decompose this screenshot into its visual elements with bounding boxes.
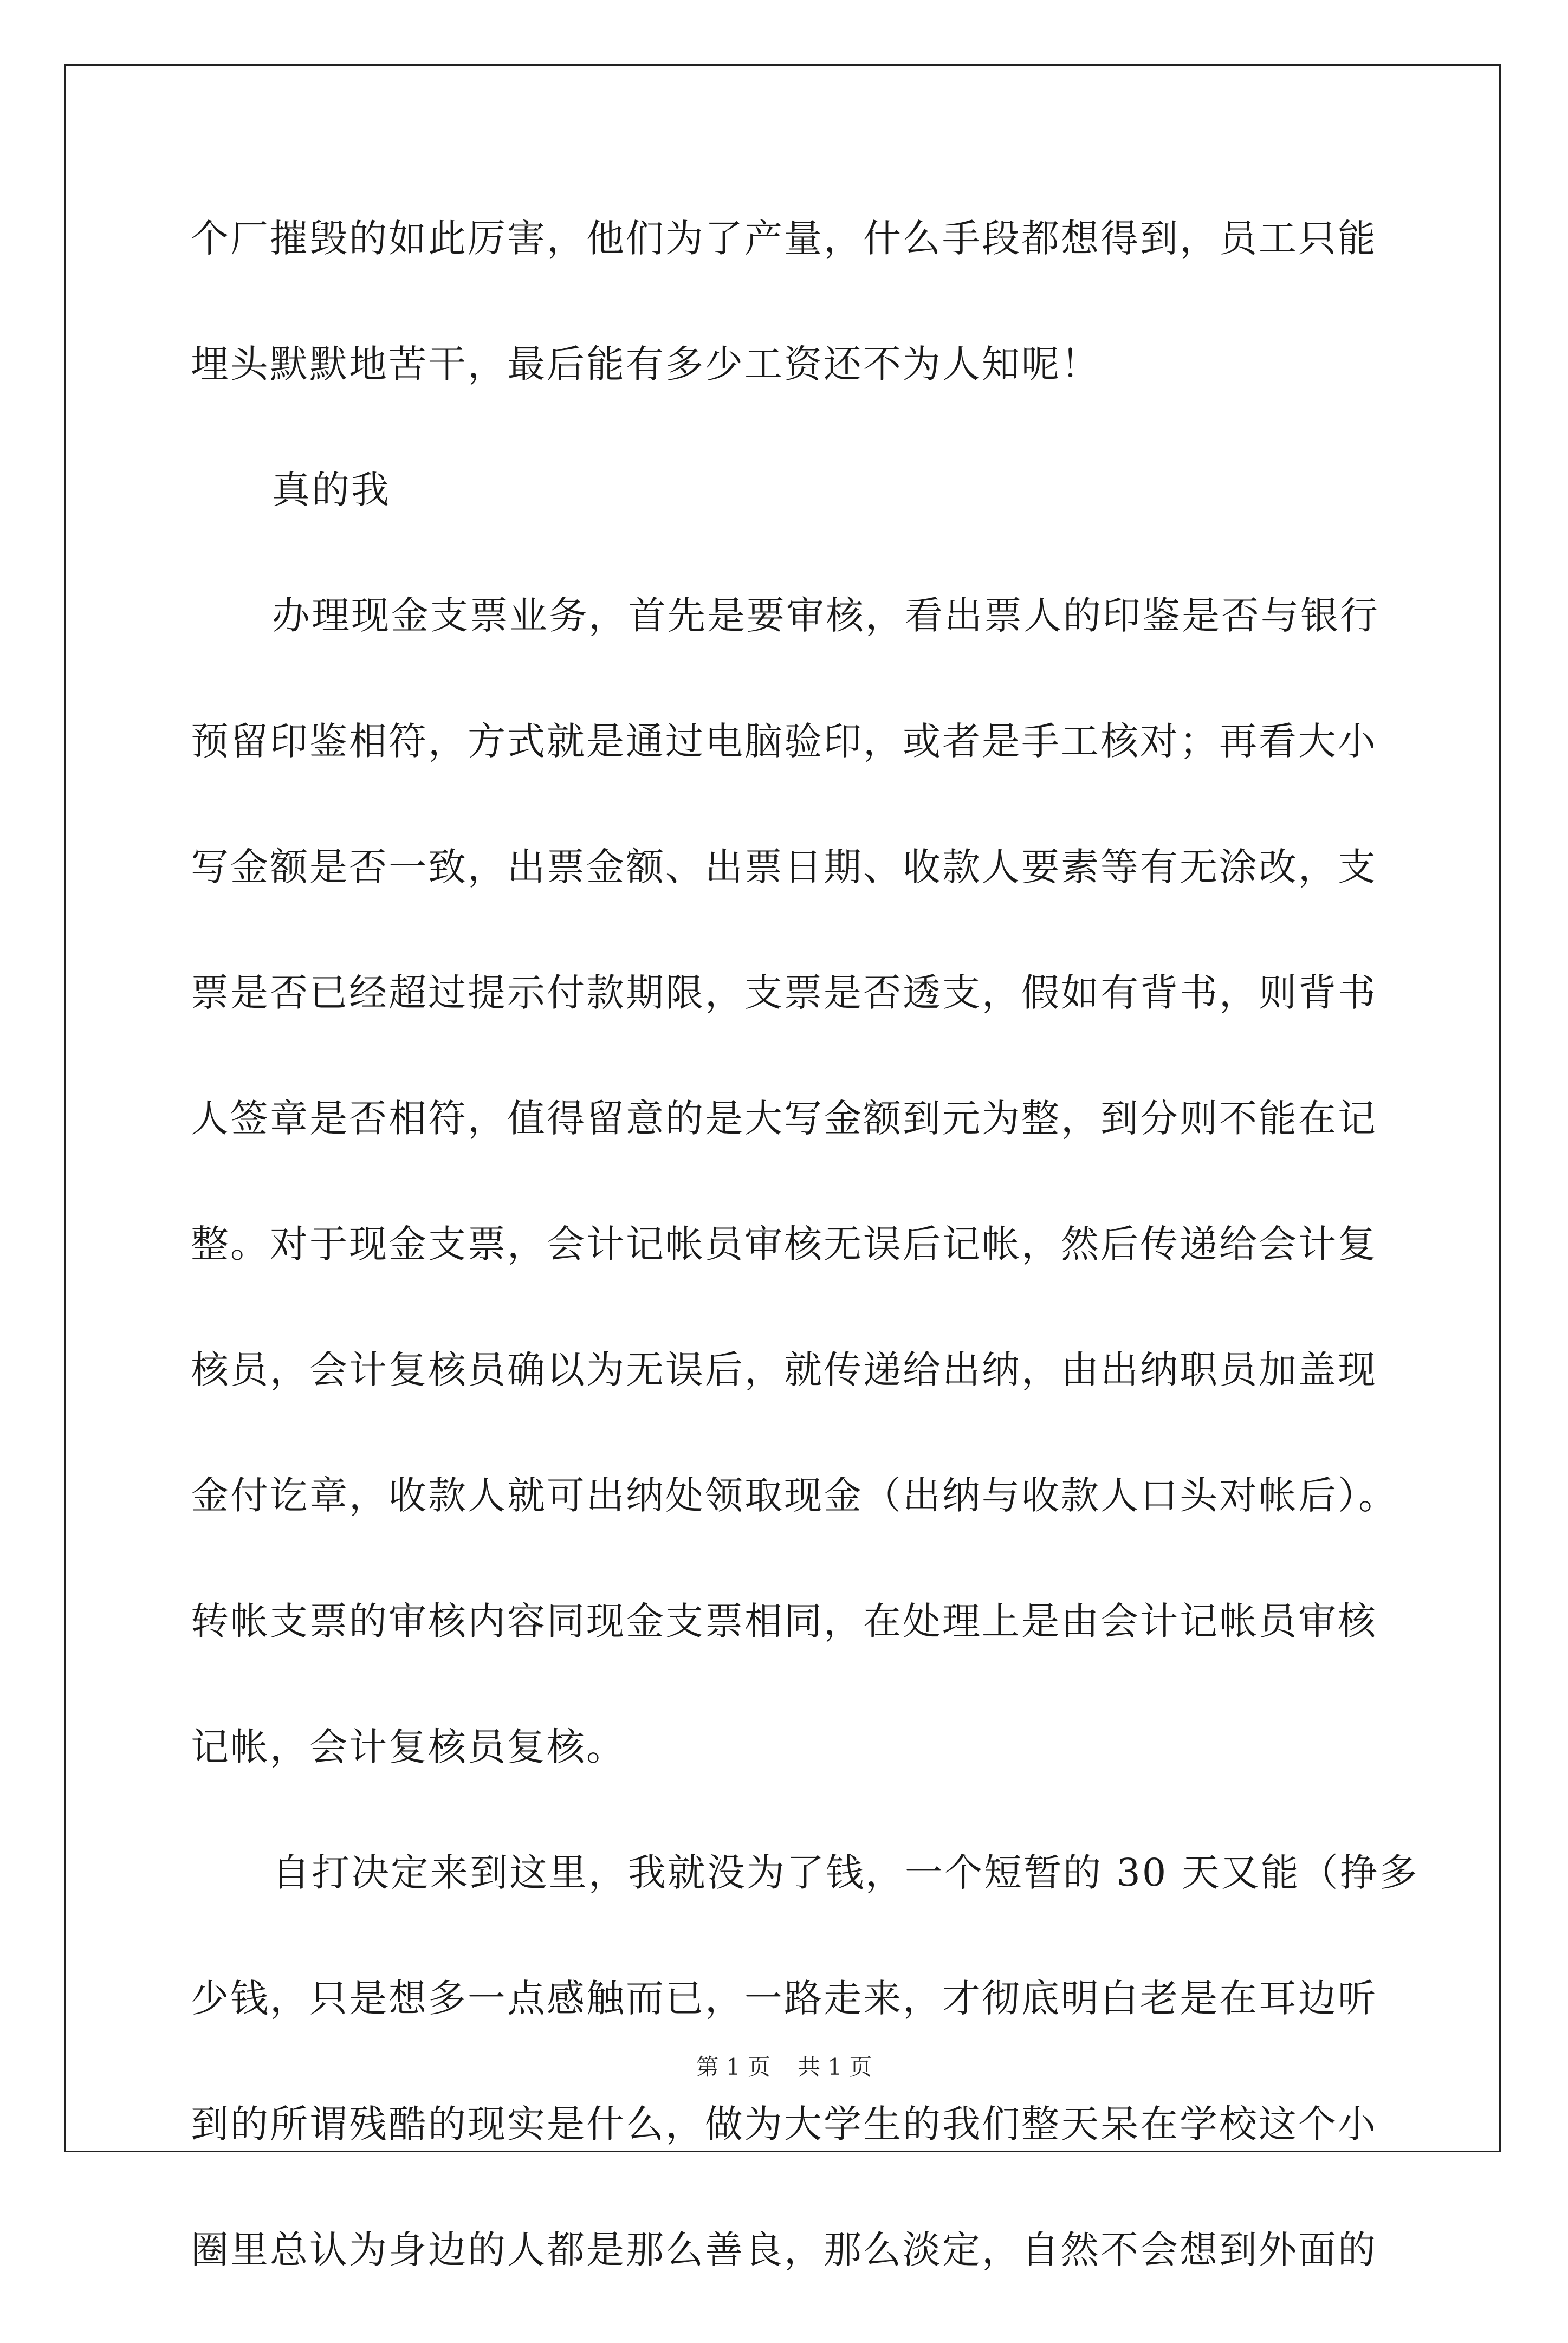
body-line-10: 核员，会计复核员确以为无误后，就传递给出纳，由出纳职员加盖现 [191, 1348, 1377, 1392]
body-line-17: 圈里总认为身边的人都是那么善良，那么淡定，自然不会想到外面的 [191, 2228, 1377, 2272]
body-line-15: 少钱，只是想多一点感触而已，一路走来，才彻底明白老是在耳边听 [191, 1976, 1377, 2021]
page-number: 第 1 页 [696, 2054, 770, 2080]
page-total: 共 1 页 [798, 2054, 872, 2080]
body-line-14: 自打决定来到这里，我就没为了钱，一个短暂的 30 天又能（挣多 [272, 1850, 1419, 1895]
body-line-2: 埋头默默地苦干，最后能有多少工资还不为人知呢！ [191, 342, 1100, 386]
body-line-9: 整。对于现金支票，会计记帐员审核无误后记帐，然后传递给会计复 [191, 1222, 1377, 1266]
body-line-4: 办理现金支票业务，首先是要审核，看出票人的印鉴是否与银行 [272, 593, 1379, 638]
body-line-1: 个厂摧毁的如此厉害，他们为了产量，什么手段都想得到，员工只能 [191, 216, 1377, 261]
body-line-16: 到的所谓残酷的现实是什么，做为大学生的我们整天呆在学校这个小 [191, 2102, 1377, 2146]
body-line-11: 金付讫章，收款人就可出纳处领取现金（出纳与收款人口头对帐后）。 [191, 1473, 1398, 1518]
body-line-6: 写金额是否一致，出票金额、出票日期、收款人要素等有无涂改，支 [191, 845, 1377, 889]
body-line-7: 票是否已经超过提示付款期限，支票是否透支，假如有背书，则背书 [191, 970, 1377, 1015]
body-line-5: 预留印鉴相符，方式就是通过电脑验印，或者是手工核对；再看大小 [191, 719, 1377, 763]
body-line-8: 人签章是否相符，值得留意的是大写金额到元为整，到分则不能在记 [191, 1096, 1377, 1141]
section-heading: 真的我 [272, 468, 391, 512]
body-line-12: 转帐支票的审核内容同现金支票相同，在处理上是由会计记帐员审核 [191, 1599, 1377, 1643]
body-line-13: 记帐，会计复核员复核。 [191, 1725, 626, 1769]
document-body [191, 206, 1419, 2343]
page-footer [0, 2049, 1568, 2082]
